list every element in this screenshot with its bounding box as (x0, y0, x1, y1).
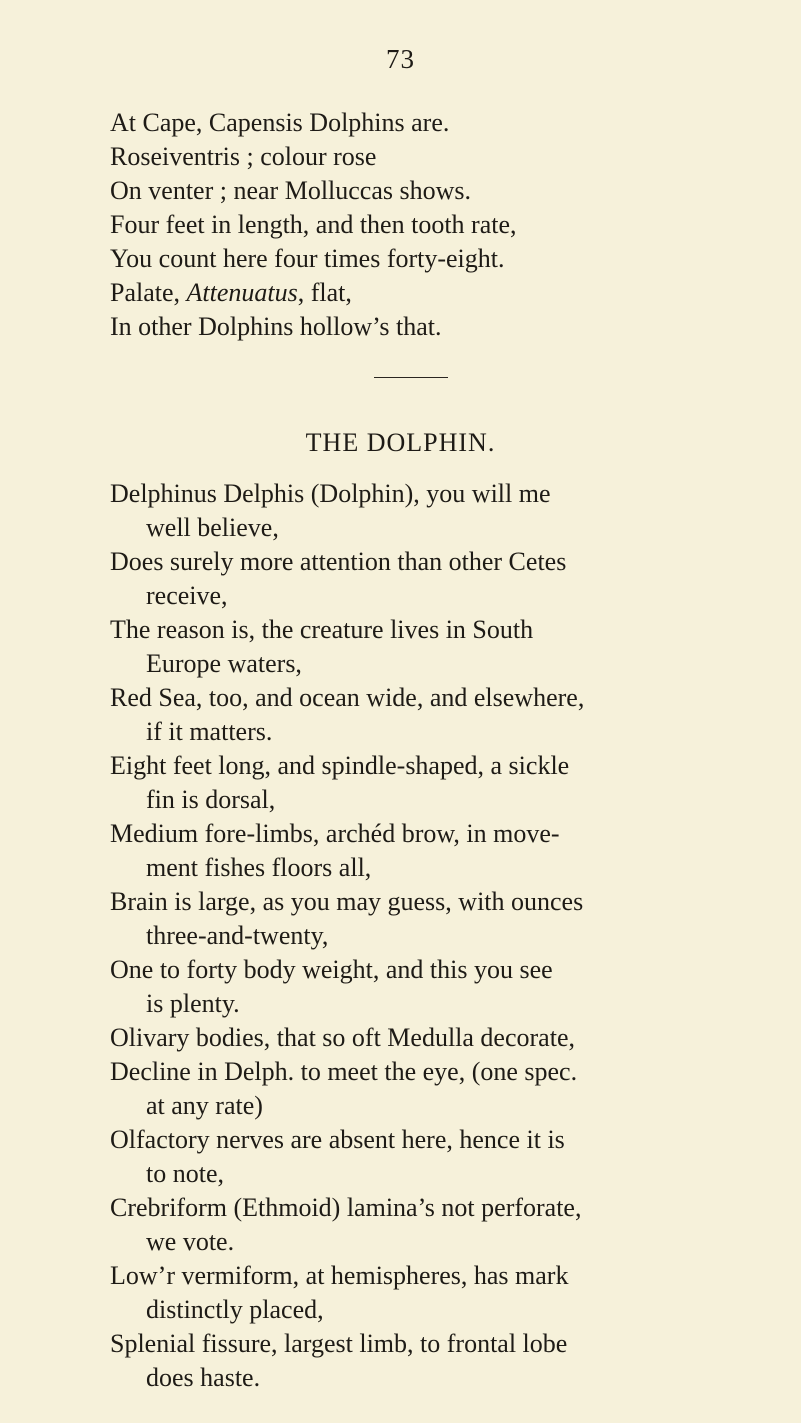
palate-italic-term: Attenuatus (186, 278, 298, 307)
stanza-line: In other Dolphins hollow’s that. (110, 312, 442, 341)
stanza-line-palate (110, 277, 352, 309)
poem-line-continuation: well believe, (146, 513, 279, 542)
poem-line: Brain is large, as you may guess, with ounces (110, 887, 584, 916)
poem-line-continuation: at any rate) (146, 1091, 263, 1120)
palate-suffix: , flat, (297, 278, 352, 307)
poem-line-continuation: three-and-twenty, (146, 921, 329, 950)
poem-line-continuation: is plenty. (146, 989, 240, 1018)
section-divider (374, 377, 448, 378)
poem-line: Olivary bodies, that so oft Medulla decorate, (110, 1023, 575, 1052)
poem-line: Eight feet long, and spindle-shaped, a sickle (110, 751, 570, 780)
poem-line: Olfactory nerves are absent here, hence it is (110, 1125, 565, 1154)
page-number: 73 (386, 44, 415, 74)
poem-line-continuation: fin is dorsal, (146, 785, 276, 814)
poem-line: Splenial fissure, largest limb, to frontal lobe (110, 1329, 568, 1358)
poem-line: Crebriform (Ethmoid) lamina’s not perforate, (110, 1193, 582, 1222)
poem-line: Low’r vermiform, at hemispheres, has mark (110, 1261, 569, 1290)
stanza-line: Roseiventris ; colour rose (110, 142, 377, 171)
poem-line: Medium fore-limbs, archéd brow, in move- (110, 819, 560, 848)
section-title: THE DOLPHIN. (305, 428, 496, 457)
poem-line-continuation: receive, (146, 581, 228, 610)
poem-line-continuation: if it matters. (146, 717, 273, 746)
poem-line-continuation: distinctly placed, (146, 1295, 324, 1324)
stanza-line: Four feet in length, and then tooth rate, (110, 210, 517, 239)
poem-line: Red Sea, too, and ocean wide, and elsewhere, (110, 683, 585, 712)
poem-line: Decline in Delph. to meet the eye, (one spec. (110, 1057, 578, 1086)
poem-line-continuation: does haste. (146, 1363, 261, 1392)
poem-line: The reason is, the creature lives in South (110, 615, 534, 644)
poem-line-continuation: to note, (146, 1159, 224, 1188)
poem-line: Does surely more attention than other Cetes (110, 547, 567, 576)
stanza-line: You count here four times forty-eight. (110, 244, 505, 273)
poem-line: Delphinus Delphis (Dolphin), you will me (110, 479, 551, 508)
stanza-line: At Cape, Capensis Dolphins are. (110, 108, 450, 137)
stanza-line: On venter ; near Molluccas shows. (110, 176, 472, 205)
poem-line-continuation: we vote. (146, 1227, 235, 1256)
poem-line: One to forty body weight, and this you see (110, 955, 553, 984)
poem-line-continuation: ment fishes floors all, (146, 853, 372, 882)
palate-prefix: Palate, (110, 278, 187, 307)
poem-line-continuation: Europe waters, (146, 649, 302, 678)
